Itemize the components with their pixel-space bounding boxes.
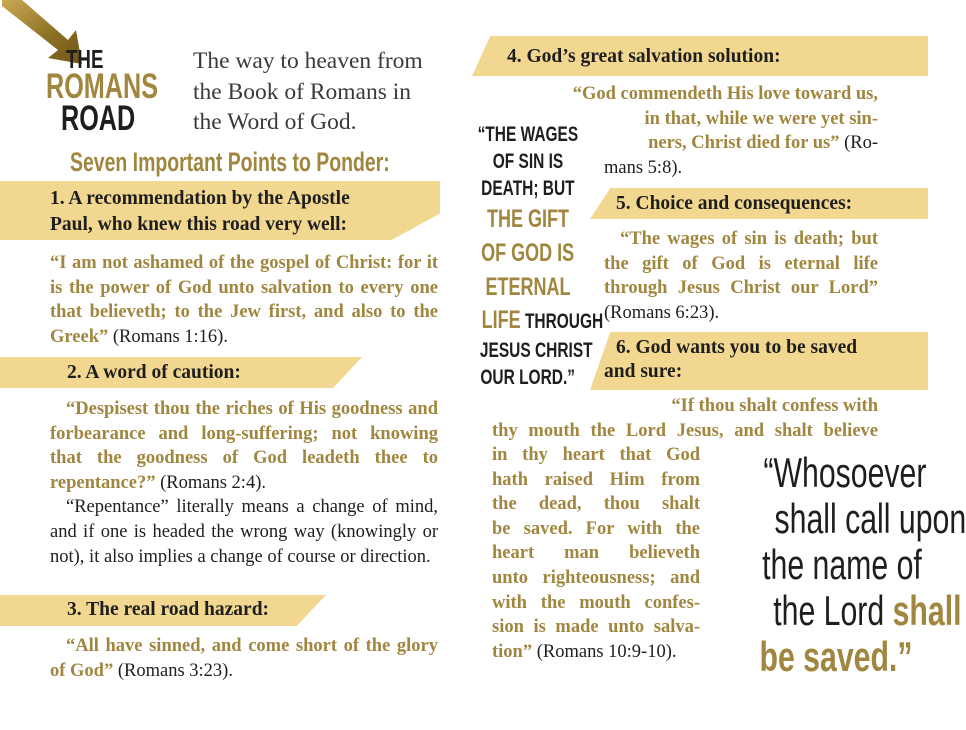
quote-text: “I am not ashamed of the gospel of Christ: for it is the power of God unto salvation to every one that believeth; to the Jew first, and also to the Greek” xyxy=(50,253,438,347)
heading-line: 6. God wants you to be saved xyxy=(616,337,858,358)
quote-line: mans 5:8). xyxy=(604,157,683,178)
quote-point-5 xyxy=(604,227,878,325)
logo-line-road: ROAD xyxy=(61,99,136,138)
quote-line: “If thou shalt confess with xyxy=(671,396,878,416)
logo-line-romans: ROMANS xyxy=(46,67,159,106)
quote-text: “All have sinned, and come short of the glory of God” xyxy=(50,636,438,681)
callout-line: LIFE THROUGH xyxy=(481,306,604,334)
heading-point-2: 2. A word of caution: xyxy=(67,362,241,383)
heading-point-5: 5. Choice and consequences: xyxy=(616,193,853,214)
callout-line: shall call upon xyxy=(774,495,966,542)
callout-line: OF GOD IS xyxy=(481,239,575,267)
callout-line: THE GIFT xyxy=(486,205,569,233)
scripture-ref: (Romans 1:16). xyxy=(112,326,228,347)
quote-point-6-narrow xyxy=(492,443,700,664)
quote-line: ners, Christ died for us” (Ro- xyxy=(648,133,878,154)
callout-line: OUR LORD.” xyxy=(480,365,576,389)
scripture-ref: (Romans 6:23). xyxy=(604,302,720,323)
callout-line: DEATH; BUT xyxy=(481,176,575,200)
quote-line: the dead, thou shalt xyxy=(492,494,700,515)
quote-line: hath raised Him from xyxy=(492,469,700,490)
quote-line: unto righteousness; and xyxy=(492,567,700,588)
heading-point-6 xyxy=(604,336,884,384)
quote-line: in that, while we were yet sin- xyxy=(644,108,878,129)
quote-point-4 xyxy=(500,82,878,180)
callout-line: the name of xyxy=(762,541,922,588)
subtitle: Seven Important Points to Ponder: xyxy=(70,147,390,177)
callout-line: JESUS CHRIST xyxy=(479,338,593,362)
quote-text: “Despisest thou the riches of His goodness and forbearance and long-suffering; not knowing that the goodness of God leadeth thee to repentance?” xyxy=(50,399,438,493)
quote-line: heart man believeth xyxy=(492,543,700,564)
intro-text xyxy=(193,46,443,138)
quote-point-1 xyxy=(50,251,438,349)
callout-line: the Lord shall xyxy=(773,587,962,634)
heading-line: 1. A recommendation by the Apostle xyxy=(50,188,350,209)
heading-line: and sure: xyxy=(604,361,683,382)
quote-text: “The wages of sin is death; but the gift of God is eternal life through Jesus Christ our Lord” xyxy=(604,229,878,299)
heading-point-3: 3. The real road hazard: xyxy=(67,599,270,620)
callout-line: ETERNAL xyxy=(485,273,571,301)
callout-whosoever xyxy=(700,449,966,680)
heading-line: Paul, who knew this road very well: xyxy=(50,214,348,235)
intro-line: the Word of God. xyxy=(193,109,357,135)
quote-line: in thy heart that God xyxy=(492,445,700,465)
note-text: “Repentance” literally means a change of mind, and if one is headed the wrong way (knowingly or not), it also implies a change of course or direction. xyxy=(50,497,438,567)
quote-point-6 xyxy=(492,394,878,443)
logo xyxy=(0,0,190,140)
heading-point-1 xyxy=(50,186,445,238)
logo-line-the: THE xyxy=(66,44,104,74)
quote-line: “God commendeth His love toward us, xyxy=(572,84,878,104)
quote-point-2 xyxy=(50,397,438,569)
scripture-ref: (Romans 3:23). xyxy=(117,660,233,681)
quote-line: sion is made unto salva- xyxy=(492,617,700,638)
intro-line: the Book of Romans in xyxy=(193,78,412,105)
quote-line: with the mouth confes- xyxy=(492,592,700,613)
quote-line: thy mouth the Lord Jesus, and shalt believe xyxy=(492,420,878,441)
intro-line: The way to heaven from xyxy=(193,48,423,74)
heading-point-4: 4. God’s great salvation solution: xyxy=(507,46,781,67)
callout-line: OF SIN IS xyxy=(492,149,564,173)
quote-line: be saved. For with the xyxy=(492,518,700,539)
quote-point-3 xyxy=(50,634,438,683)
quote-line: tion” (Romans 10:9-10). xyxy=(492,641,677,662)
callout-line: “Whosoever xyxy=(763,449,927,496)
callout-line: “THE WAGES xyxy=(477,122,579,146)
scripture-ref: (Romans 2:4). xyxy=(160,472,266,493)
callout-line: be saved.” xyxy=(759,633,913,680)
